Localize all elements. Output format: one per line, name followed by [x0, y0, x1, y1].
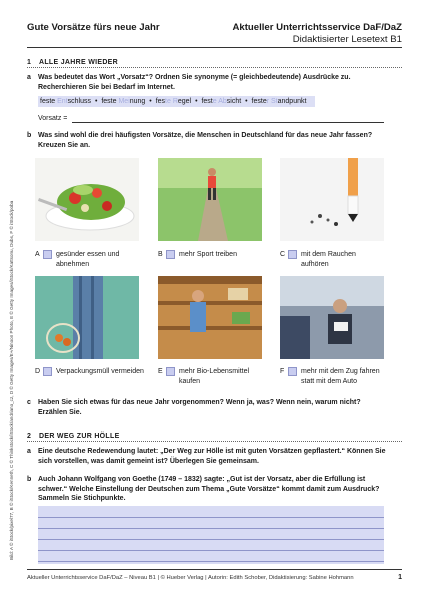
task-text: Was sind wohl die drei häufigsten Vorsätze, die Menschen in Deutschland für das neue Jahr fassen? Kreuzen Sie an. [38, 132, 373, 149]
section-2-underline [27, 441, 402, 442]
word-separator: • [245, 98, 248, 105]
writing-line [38, 539, 384, 540]
option-letter: C [280, 251, 286, 258]
task-1b [27, 131, 387, 150]
option-b [158, 250, 268, 260]
task-letter: b [27, 476, 32, 483]
writing-area[interactable] [38, 506, 384, 564]
task-2a [27, 447, 387, 466]
page-title: Gute Vorsätze fürs neue Jahr [27, 22, 160, 33]
section-1-number: 1 [27, 59, 32, 66]
word-separator: • [149, 98, 152, 105]
word-item: feste Absicht [201, 98, 242, 105]
option-label: mehr mit dem Zug fahren statt mit dem Auto [301, 368, 380, 385]
section-1-heading [27, 59, 118, 66]
option-label: mit dem Rauchen aufhören [301, 251, 356, 268]
option-d-checkbox[interactable] [43, 367, 52, 376]
task-letter: a [27, 448, 31, 455]
word-item: fester Standpunkt [251, 98, 307, 105]
header-divider [27, 47, 402, 48]
option-f-checkbox[interactable] [288, 367, 297, 376]
task-text: Auch Johann Wolfgang von Goethe (1749 – 1832) sagte: „Gut ist der Vorsatz, aber die Erfüllung ist schwer.“ Welche Einstellung der Deutschen zum Thema „Gute Vorsätze“ kommt damit zum Ausdruck? Sammeln Sie Stichpunkte. [38, 476, 380, 503]
image-credits: Bild: A © iStock/pixel77, B © iStock/Kenneth, C © Thinkstock/iStock/andriano_cz, D © Getty Images/E+/Ninoon Photo, E © Getty Images/iStock/Kattsonu, Dubs, F © iStock/poba [9, 200, 14, 560]
service-title: Aktueller Unterrichtsservice DaF/DaZ [232, 22, 402, 33]
option-f [280, 367, 390, 386]
option-letter: D [35, 368, 41, 375]
photo-jogger [158, 158, 262, 241]
option-b-checkbox[interactable] [166, 250, 175, 259]
section-2-heading [27, 433, 120, 440]
task-text: Was bedeutet das Wort „Vorsatz“? Ordnen Sie synonyme (= gleichbedeutende) Ausdrücke zu. Recherchieren Sie bei Bedarf im Internet. [38, 74, 351, 91]
answer-label: Vorsatz = [38, 115, 68, 122]
photo-organic-store [158, 276, 262, 359]
word-separator: • [195, 98, 198, 105]
photo-salad [35, 158, 139, 241]
word-separator: • [94, 98, 98, 105]
option-e [158, 367, 268, 386]
task-letter: b [27, 132, 32, 139]
option-letter: A [35, 251, 40, 258]
word-item: feste Entschluss [40, 98, 91, 105]
footer-divider [27, 569, 402, 570]
writing-line [38, 528, 384, 529]
section-2-number: 2 [27, 433, 32, 440]
option-c [280, 250, 384, 269]
option-letter: E [158, 368, 163, 375]
section-1-title: ALLE JAHRE WIEDER [39, 59, 118, 66]
option-d [35, 367, 145, 377]
footer-text: Aktueller Unterrichtsservice DaF/DaZ – Niveau B1 | © Hueber Verlag | Autorin: Edith Schober, Didaktisierung: Sabine Hohmann [27, 575, 354, 581]
option-label: gesünder essen und abnehmen [56, 251, 120, 268]
photo-shopping-bag [35, 276, 139, 359]
option-a-checkbox[interactable] [43, 250, 52, 259]
task-text: Eine deutsche Redewendung lautet: „Der Weg zur Hölle ist mit guten Vorsätzen gepflastert.“ Können Sie sich vorstellen, was damit gemeint ist? Überlegen Sie gemeinsam. [38, 448, 386, 465]
writing-line [38, 550, 384, 551]
photo-cigarette [280, 158, 384, 241]
section-1-underline [27, 67, 402, 68]
option-label: Verpackungsmüll vermeiden [56, 368, 144, 375]
writing-line [38, 517, 384, 518]
option-c-checkbox[interactable] [288, 250, 297, 259]
option-label: mehr Bio-Lebensmittel kaufen [179, 368, 250, 385]
task-1c [27, 398, 387, 417]
task-2b [27, 475, 387, 504]
word-item: feste Meinung [101, 98, 146, 105]
answer-line[interactable] [72, 122, 384, 123]
option-label: mehr Sport treiben [179, 251, 237, 258]
option-letter: F [280, 368, 285, 375]
task-1a [27, 73, 387, 92]
section-2-title: DER WEG ZUR HÖLLE [39, 433, 120, 440]
photo-train [280, 276, 384, 359]
writing-line [38, 561, 384, 562]
page-number: 1 [398, 574, 402, 581]
option-e-checkbox[interactable] [166, 367, 175, 376]
option-a [35, 250, 139, 269]
level-subtitle: Didaktisierter Lesetext B1 [292, 34, 402, 45]
word-item: feste Regel [155, 98, 192, 105]
task-text: Haben Sie sich etwas für das neue Jahr vorgenommen? Wenn ja, was? Wenn nein, warum nicht? Erzählen Sie. [38, 399, 361, 416]
task-letter: a [27, 74, 31, 81]
task-letter: c [27, 399, 31, 406]
option-letter: B [158, 251, 163, 258]
word-bank [38, 96, 315, 107]
